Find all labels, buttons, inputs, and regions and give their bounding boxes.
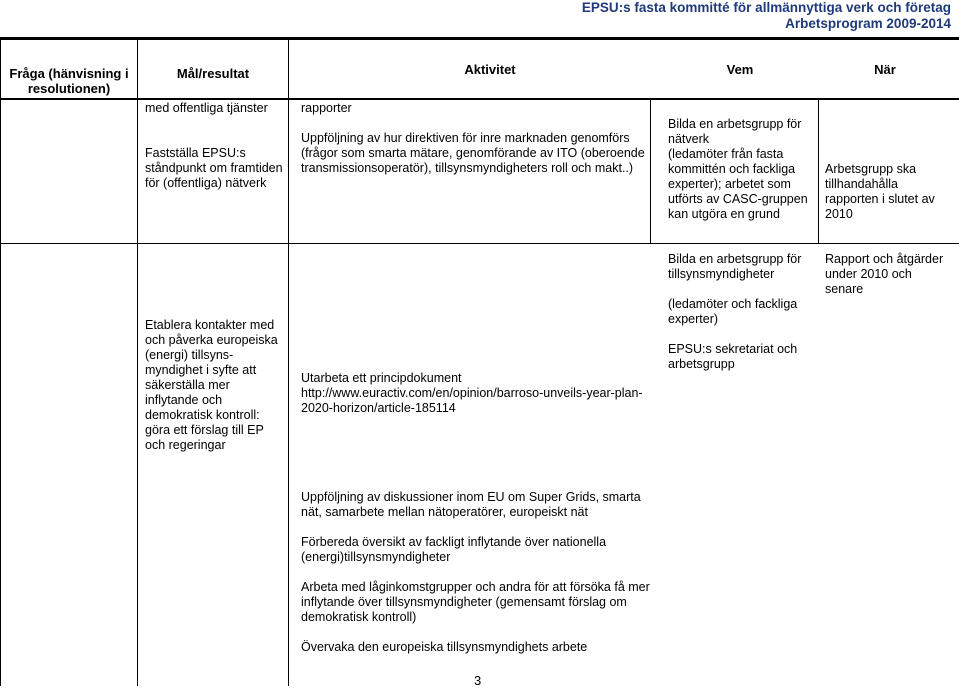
row3-aktivitet-cell (301, 490, 661, 655)
cell-text: Förbereda översikt av fackligt inflytande över nationella (energi)tillsynsmyndigheter (301, 535, 607, 564)
cell-text: Arbetsgrupp ska tillhandahålla rapporten i slutet av 2010 (825, 162, 935, 221)
row2-nar-cell (825, 252, 953, 297)
col-divider (650, 99, 651, 244)
col-divider (137, 37, 138, 686)
cell-text: EPSU:s sekretariat och arbetsgrupp (668, 342, 798, 371)
column-header-vem: Vem (726, 62, 754, 77)
cell-text: (ledamöter från fasta kommittén och fackliga experter); arbetet som utförts av CASC-gruppen kan utgöra en grund (668, 147, 808, 221)
cell-text: Etablera kontakter med och påverka europeiska (energi) tillsyns-myndighet i syfte att säkerställa mer inflytande och demokratisk kontroll: göra ett förslag till EP och regeringar (145, 318, 278, 452)
cell-text: Uppföljning av hur direktiven för inre marknaden genomförs (frågor som smarta mätare, genomförande av ITO (oberoende transmissionsoperatör), tillsynsmyndigheters roll och makt..) (301, 131, 645, 175)
document-subtitle: Arbetsprogram 2009-2014 (785, 16, 951, 31)
col-divider (818, 99, 819, 244)
cell-text: Uppföljning av diskussioner inom EU om Super Grids, smarta nät, samarbete mellan nätoperatörer, europeiskt nät (301, 490, 641, 519)
document-title: EPSU:s fasta kommitté för allmännyttiga verk och företag (581, 0, 951, 15)
row-divider (0, 243, 959, 244)
row1-mal-cell (145, 101, 285, 191)
cell-text: Rapport och åtgärder under 2010 och senare (825, 252, 944, 296)
header-bottom-border (0, 98, 959, 100)
row2-aktivitet-cell (301, 371, 646, 416)
cell-text: med offentliga tjänster (145, 101, 268, 115)
cell-text: (ledamöter och fackliga experter) (668, 297, 798, 326)
cell-text: Arbeta med låginkomstgrupper och andra för att försöka få mer inflytande över tillsynsmyndigheter (gemensamt förslag om demokratisk kontroll) (301, 580, 650, 624)
row2-vem-cell (668, 252, 814, 372)
page-number: 3 (474, 673, 482, 688)
column-header-aktivitet: Aktivitet (464, 62, 516, 77)
cell-text: Övervaka den europeiska tillsynsmyndighets arbete (301, 640, 588, 654)
column-header-mal: Mål/resultat (176, 66, 250, 81)
cell-text: rapporter (301, 101, 352, 115)
cell-text: Bilda en arbetsgrupp för tillsynsmyndigheter (668, 252, 802, 281)
row1-nar-cell (825, 162, 953, 222)
row1-vem-cell (668, 117, 814, 222)
cell-text: Utarbeta ett principdokument (301, 371, 462, 385)
row1-aktivitet-cell (301, 101, 646, 176)
cell-text: Bilda en arbetsgrupp för nätverk (668, 117, 802, 146)
col-divider (0, 37, 1, 686)
cell-link[interactable]: http://www.euractiv.com/en/opinion/barroso-unveils-year-plan-2020-horizon/article-185114 (301, 386, 643, 415)
column-header-nar: När (874, 62, 896, 77)
row2-mal-cell (145, 318, 285, 453)
table-top-border (0, 37, 959, 40)
cell-text: Fastställa EPSU:s ståndpunkt om framtiden för (offentliga) nätverk (145, 146, 283, 190)
column-header-fraga: Fråga (hänvisning i resolutionen) (9, 66, 129, 96)
col-divider (288, 37, 289, 686)
